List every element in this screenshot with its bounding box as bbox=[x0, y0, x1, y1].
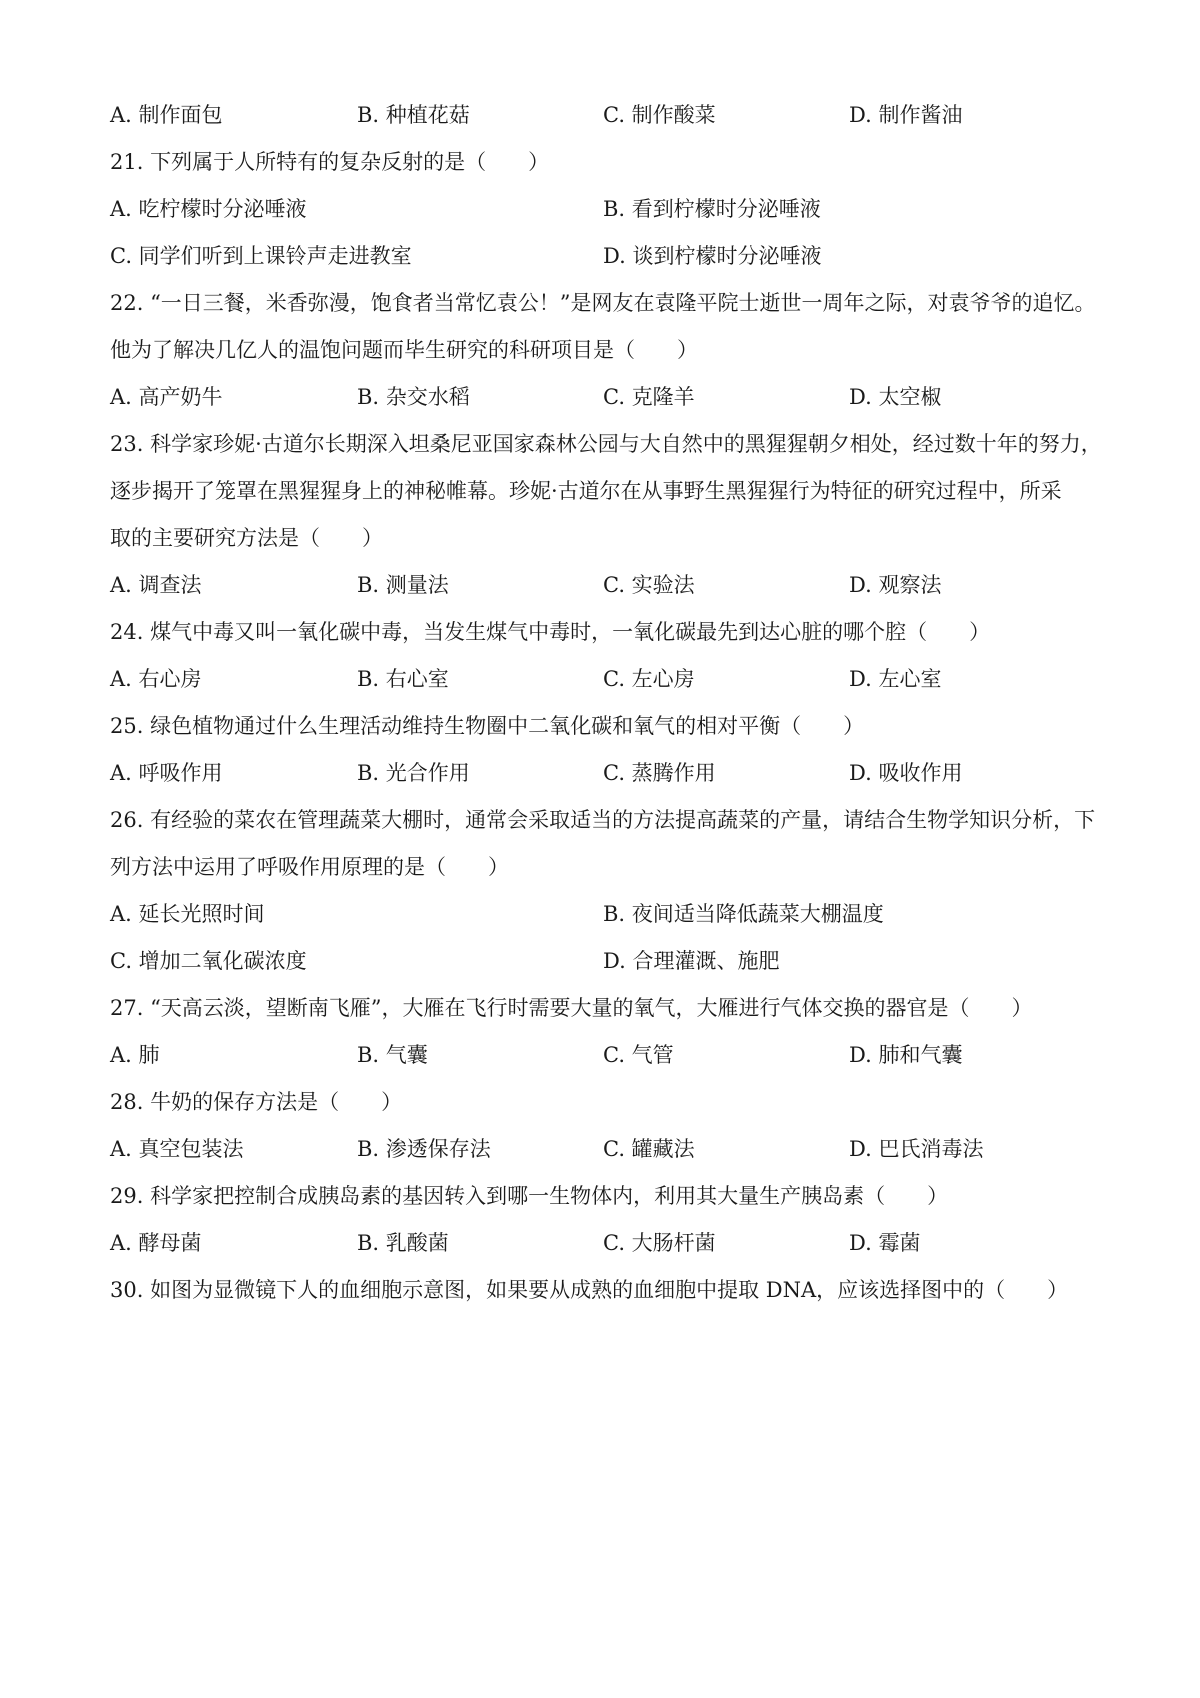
q24-stem: 24. 煤气中毒又叫一氧化碳中毒，当发生煤气中毒时，一氧化碳最先到达心脏的哪个腔（ ） bbox=[110, 620, 991, 644]
q26-option-d: D. 合理灌溉、施肥 bbox=[603, 949, 780, 973]
q27-option-a: A. 肺 bbox=[110, 1043, 160, 1067]
q26-stem-line2: 列方法中运用了呼吸作用原理的是（ ） bbox=[110, 855, 509, 879]
q23-stem-line3: 取的主要研究方法是（ ） bbox=[110, 526, 383, 550]
q20-option-d: D. 制作酱油 bbox=[849, 103, 963, 127]
q23-option-a: A. 调查法 bbox=[110, 573, 202, 597]
q26-stem-line1: 26. 有经验的菜农在管理蔬菜大棚时，通常会采取适当的方法提高蔬菜的产量，请结合生物学知识分析，下 bbox=[110, 808, 1096, 832]
q20-option-b: B. 种植花菇 bbox=[357, 103, 470, 127]
q22-option-d: D. 太空椒 bbox=[849, 385, 942, 409]
q23-option-b: B. 测量法 bbox=[357, 573, 449, 597]
q22-option-b: B. 杂交水稻 bbox=[357, 385, 470, 409]
q30-stem: 30. 如图为显微镜下人的血细胞示意图，如果要从成熟的血细胞中提取 DNA，应该选择图中的（ ） bbox=[110, 1278, 1069, 1302]
q21-option-d: D. 谈到柠檬时分泌唾液 bbox=[603, 244, 822, 268]
q23-stem-line2: 逐步揭开了笼罩在黑猩猩身上的神秘帷幕。珍妮·古道尔在从事野生黑猩猩行为特征的研究过程中，所采 bbox=[110, 479, 1062, 503]
q22-stem-line2: 他为了解决几亿人的温饱问题而毕生研究的科研项目是（ ） bbox=[110, 338, 698, 362]
q21-stem: 21. 下列属于人所特有的复杂反射的是（ ） bbox=[110, 150, 550, 174]
q25-stem: 25. 绿色植物通过什么生理活动维持生物圈中二氧化碳和氧气的相对平衡（ ） bbox=[110, 714, 865, 738]
q27-option-b: B. 气囊 bbox=[357, 1043, 428, 1067]
q25-option-d: D. 吸收作用 bbox=[849, 761, 963, 785]
q22-option-a: A. 高产奶牛 bbox=[110, 385, 223, 409]
q24-option-b: B. 右心室 bbox=[357, 667, 449, 691]
q29-option-d: D. 霉菌 bbox=[849, 1231, 921, 1255]
q27-stem: 27. “天高云淡，望断南飞雁”，大雁在飞行时需要大量的氧气，大雁进行气体交换的器官是（ ） bbox=[110, 996, 1033, 1020]
q23-option-d: D. 观察法 bbox=[849, 573, 942, 597]
q26-option-a: A. 延长光照时间 bbox=[110, 902, 265, 926]
q23-option-c: C. 实验法 bbox=[603, 573, 695, 597]
q27-option-c: C. 气管 bbox=[603, 1043, 674, 1067]
q29-option-b: B. 乳酸菌 bbox=[357, 1231, 449, 1255]
q22-option-c: C. 克隆羊 bbox=[603, 385, 695, 409]
q29-option-c: C. 大肠杆菌 bbox=[603, 1231, 716, 1255]
q20-option-a: A. 制作面包 bbox=[110, 103, 223, 127]
q28-option-b: B. 渗透保存法 bbox=[357, 1137, 491, 1161]
q20-option-c: C. 制作酸菜 bbox=[603, 103, 716, 127]
q25-option-c: C. 蒸腾作用 bbox=[603, 761, 716, 785]
q21-option-a: A. 吃柠檬时分泌唾液 bbox=[110, 197, 307, 221]
q27-option-d: D. 肺和气囊 bbox=[849, 1043, 963, 1067]
q23-stem-line1: 23. 科学家珍妮·古道尔长期深入坦桑尼亚国家森林公园与大自然中的黑猩猩朝夕相处，经过数十年的努力， bbox=[110, 432, 1102, 456]
q28-stem: 28. 牛奶的保存方法是（ ） bbox=[110, 1090, 403, 1114]
q24-option-d: D. 左心室 bbox=[849, 667, 942, 691]
q24-option-a: A. 右心房 bbox=[110, 667, 202, 691]
q28-option-a: A. 真空包装法 bbox=[110, 1137, 244, 1161]
q28-option-d: D. 巴氏消毒法 bbox=[849, 1137, 984, 1161]
q28-option-c: C. 罐藏法 bbox=[603, 1137, 695, 1161]
q29-option-a: A. 酵母菌 bbox=[110, 1231, 202, 1255]
q26-option-c: C. 增加二氧化碳浓度 bbox=[110, 949, 307, 973]
q22-stem-line1: 22. “一日三餐，米香弥漫，饱食者当常忆袁公！”是网友在袁隆平院士逝世一周年之际，对袁爷爷的追忆。 bbox=[110, 291, 1096, 315]
q26-option-b: B. 夜间适当降低蔬菜大棚温度 bbox=[603, 902, 884, 926]
q24-option-c: C. 左心房 bbox=[603, 667, 695, 691]
q29-stem: 29. 科学家把控制合成胰岛素的基因转入到哪一生物体内，利用其大量生产胰岛素（ ） bbox=[110, 1184, 949, 1208]
q21-option-b: B. 看到柠檬时分泌唾液 bbox=[603, 197, 821, 221]
q25-option-b: B. 光合作用 bbox=[357, 761, 470, 785]
q21-option-c: C. 同学们听到上课铃声走进教室 bbox=[110, 244, 412, 268]
q25-option-a: A. 呼吸作用 bbox=[110, 761, 223, 785]
